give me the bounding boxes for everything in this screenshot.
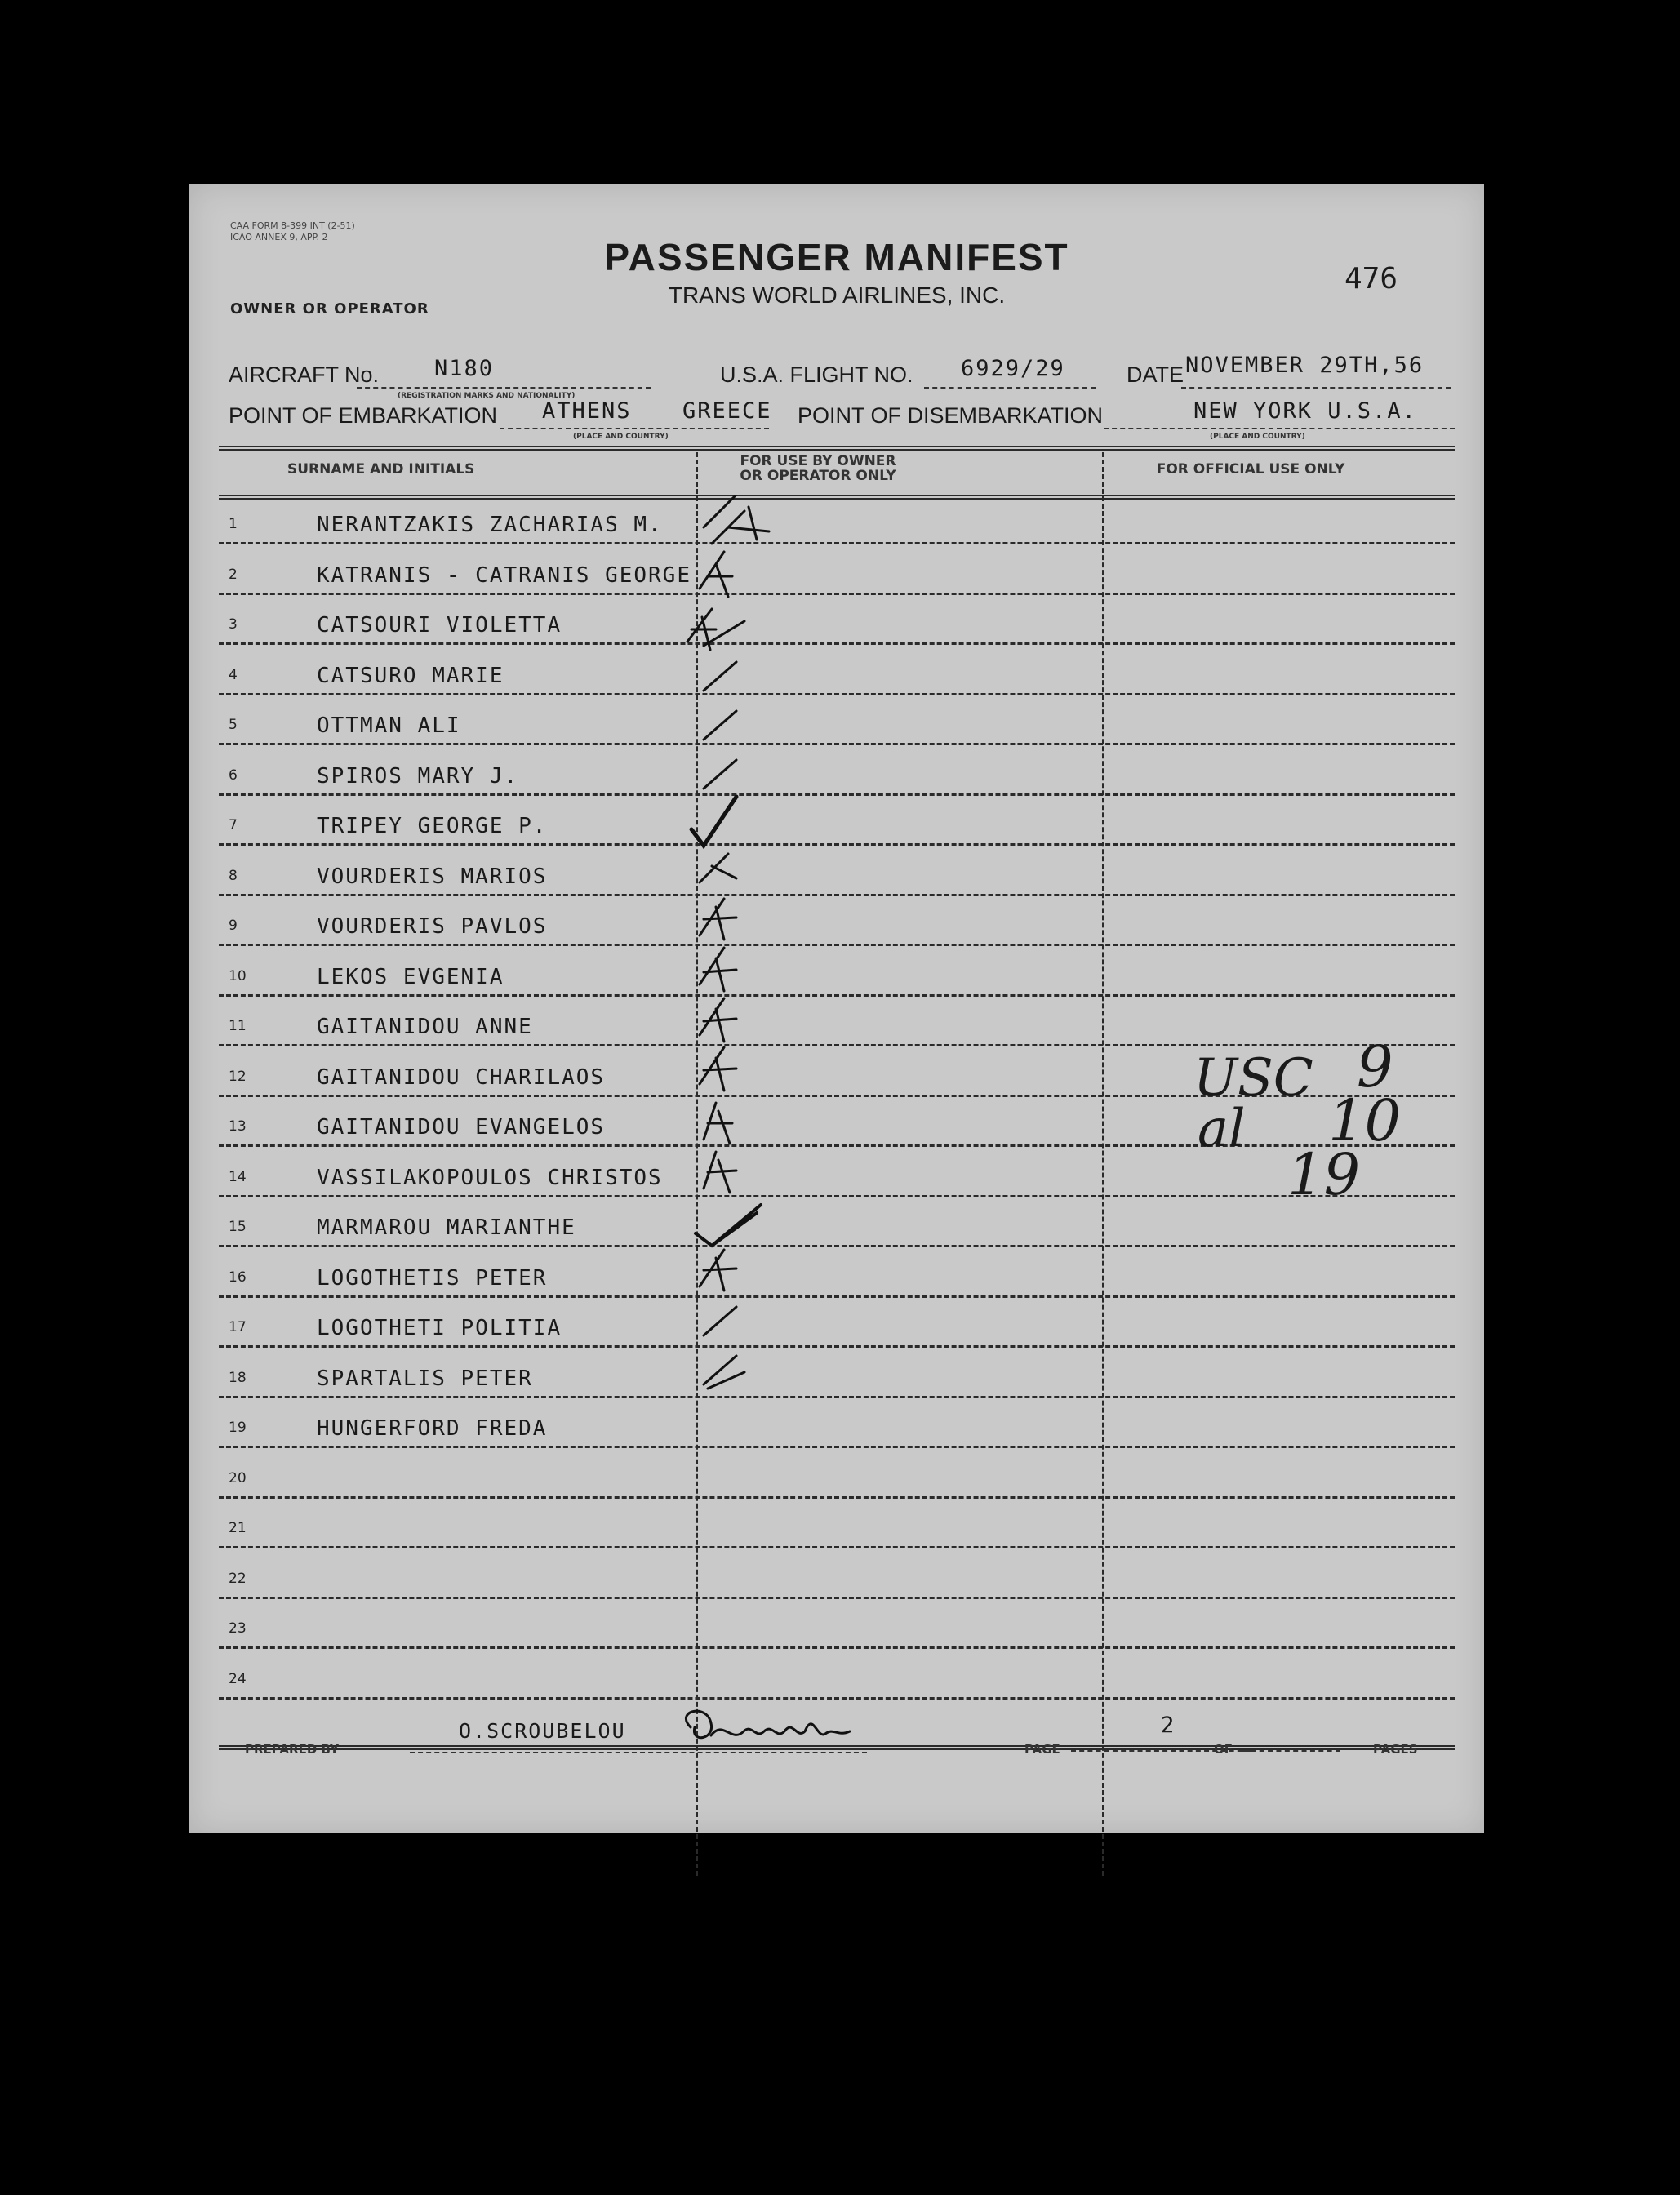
row-number: 23 bbox=[229, 1620, 247, 1637]
table-top-rule bbox=[219, 446, 1455, 451]
row-rule bbox=[219, 642, 1455, 645]
row-number: 8 bbox=[229, 868, 238, 884]
passenger-name: TRIPEY GEORGE P. bbox=[317, 814, 548, 838]
passenger-name: VASSILAKOPOULOS CHRISTOS bbox=[317, 1166, 663, 1190]
official-note-2a: al bbox=[1198, 1099, 1246, 1159]
passenger-name: CATSOURI VIOLETTA bbox=[317, 613, 562, 638]
row-rule bbox=[219, 1044, 1455, 1046]
official-note-2b: 10 bbox=[1328, 1087, 1402, 1154]
row-number: 16 bbox=[229, 1269, 247, 1286]
disembarkation-underline bbox=[1104, 428, 1455, 429]
column-header-official: FOR OFFICIAL USE ONLY bbox=[1156, 461, 1345, 478]
row-number: 6 bbox=[229, 767, 238, 784]
row-number: 14 bbox=[229, 1169, 247, 1185]
row-rule bbox=[219, 593, 1455, 595]
row-number: 2 bbox=[229, 567, 238, 583]
page-value: 2 bbox=[1161, 1713, 1176, 1738]
row-number: 22 bbox=[229, 1571, 247, 1587]
of-label: OF bbox=[1214, 1742, 1233, 1757]
row-number: 1 bbox=[229, 516, 238, 532]
owner-label: OWNER OR OPERATOR bbox=[230, 300, 429, 318]
passenger-name: KATRANIS - CATRANIS GEORGE bbox=[317, 563, 691, 588]
passenger-name: LEKOS EVGENIA bbox=[317, 965, 504, 989]
row-rule bbox=[219, 944, 1455, 946]
passenger-name: MARMAROU MARIANTHE bbox=[317, 1215, 576, 1240]
row-rule bbox=[219, 994, 1455, 997]
passenger-name: NERANTZAKIS ZACHARIAS M. bbox=[317, 513, 663, 537]
row-number: 11 bbox=[229, 1018, 247, 1034]
embarkation-label: POINT OF EMBARKATION bbox=[229, 403, 498, 428]
date-underline bbox=[1181, 387, 1451, 389]
row-rule bbox=[219, 743, 1455, 745]
row-number: 12 bbox=[229, 1069, 247, 1085]
passenger-name: SPARTALIS PETER bbox=[317, 1366, 533, 1391]
official-note-3: 19 bbox=[1287, 1141, 1361, 1208]
header-bottom-rule bbox=[219, 495, 1455, 500]
row-rule bbox=[219, 1295, 1455, 1298]
row-number: 4 bbox=[229, 667, 238, 683]
handwritten-checkmarks bbox=[679, 495, 826, 1637]
column-header-owner: FOR USE BY OWNER OR OPERATOR ONLY bbox=[740, 453, 896, 484]
row-number: 13 bbox=[229, 1118, 247, 1135]
of-underline bbox=[1242, 1750, 1340, 1752]
aircraft-value: N180 bbox=[434, 356, 495, 381]
row-rule bbox=[219, 1496, 1455, 1499]
passenger-name: CATSURO MARIE bbox=[317, 664, 504, 688]
embarkation-country: GREECE bbox=[682, 398, 772, 424]
row-rule bbox=[219, 693, 1455, 695]
row-rule bbox=[219, 894, 1455, 896]
date-value: NOVEMBER 29TH,56 bbox=[1185, 353, 1424, 378]
passenger-name: LOGOTHETIS PETER bbox=[317, 1266, 548, 1291]
official-note-1a: USC bbox=[1193, 1048, 1313, 1109]
row-rule bbox=[219, 793, 1455, 796]
official-note-1b: 9 bbox=[1357, 1033, 1393, 1100]
row-rule bbox=[219, 843, 1455, 846]
page-label: PAGE bbox=[1024, 1742, 1060, 1757]
row-number: 17 bbox=[229, 1319, 247, 1335]
row-number: 20 bbox=[229, 1470, 247, 1486]
column-header-surname: SURNAME AND INITIALS bbox=[287, 461, 475, 478]
date-label: DATE bbox=[1127, 362, 1184, 387]
row-number: 9 bbox=[229, 918, 238, 934]
row-rule bbox=[219, 1697, 1455, 1700]
registration-note: (REGISTRATION MARKS AND NATIONALITY) bbox=[398, 392, 576, 400]
document-number: 476 bbox=[1344, 262, 1398, 295]
airline-name: TRANS WORLD AIRLINES, INC. bbox=[668, 282, 1006, 308]
row-number: 5 bbox=[229, 717, 238, 733]
passenger-name: HUNGERFORD FREDA bbox=[317, 1416, 548, 1441]
disembarkation-label: POINT OF DISEMBARKATION bbox=[798, 403, 1104, 428]
flight-underline bbox=[924, 387, 1096, 389]
flight-value: 6929/29 bbox=[961, 356, 1065, 381]
passenger-name: GAITANIDOU ANNE bbox=[317, 1015, 533, 1039]
row-number: 3 bbox=[229, 616, 238, 633]
row-number: 7 bbox=[229, 817, 238, 833]
passenger-name: VOURDERIS MARIOS bbox=[317, 864, 548, 889]
row-number: 24 bbox=[229, 1671, 247, 1687]
row-number: 18 bbox=[229, 1370, 247, 1386]
passenger-name: OTTMAN ALI bbox=[317, 713, 461, 738]
flight-label: U.S.A. FLIGHT NO. bbox=[720, 362, 913, 387]
row-rule bbox=[219, 1345, 1455, 1348]
pages-label: PAGES bbox=[1373, 1742, 1418, 1757]
row-rule bbox=[219, 1396, 1455, 1398]
row-rule bbox=[219, 1646, 1455, 1649]
row-number: 19 bbox=[229, 1420, 247, 1436]
row-rule bbox=[219, 1195, 1455, 1197]
row-rule bbox=[219, 1144, 1455, 1147]
prepared-by-value: O.SCROUBELOU bbox=[459, 1719, 626, 1743]
embarkation-place-note: (PLACE AND COUNTRY) bbox=[573, 433, 669, 441]
passenger-name: GAITANIDOU CHARILAOS bbox=[317, 1065, 606, 1090]
prepared-by-underline bbox=[410, 1752, 867, 1753]
row-rule bbox=[219, 1597, 1455, 1599]
aircraft-underline bbox=[357, 387, 651, 389]
row-rule bbox=[219, 542, 1455, 544]
embarkation-underline bbox=[500, 428, 769, 429]
column-divider-2 bbox=[1102, 452, 1104, 1876]
aircraft-label: AIRCRAFT No. bbox=[229, 362, 380, 387]
row-number: 21 bbox=[229, 1520, 247, 1536]
form-id-line1: CAA FORM 8-399 INT (2-51) bbox=[230, 220, 355, 231]
row-number: 10 bbox=[229, 968, 247, 984]
form-id-line2: ICAO ANNEX 9, APP. 2 bbox=[230, 232, 328, 242]
passenger-name: GAITANIDOU EVANGELOS bbox=[317, 1115, 606, 1140]
disembarkation-place-note: (PLACE AND COUNTRY) bbox=[1210, 433, 1305, 441]
manifest-sheet bbox=[189, 184, 1484, 1833]
row-number: 15 bbox=[229, 1219, 247, 1235]
embarkation-city: ATHENS bbox=[542, 398, 632, 424]
prepared-by-label: PREPARED BY bbox=[245, 1742, 339, 1757]
passenger-name: SPIROS MARY J. bbox=[317, 764, 519, 789]
passenger-name: LOGOTHETI POLITIA bbox=[317, 1316, 562, 1340]
page-title: PASSENGER MANIFEST bbox=[604, 236, 1069, 278]
row-rule bbox=[219, 1546, 1455, 1548]
disembarkation-value: NEW YORK U.S.A. bbox=[1193, 398, 1417, 424]
row-rule bbox=[219, 1446, 1455, 1448]
row-rule bbox=[219, 1245, 1455, 1247]
passenger-name: VOURDERIS PAVLOS bbox=[317, 914, 548, 939]
